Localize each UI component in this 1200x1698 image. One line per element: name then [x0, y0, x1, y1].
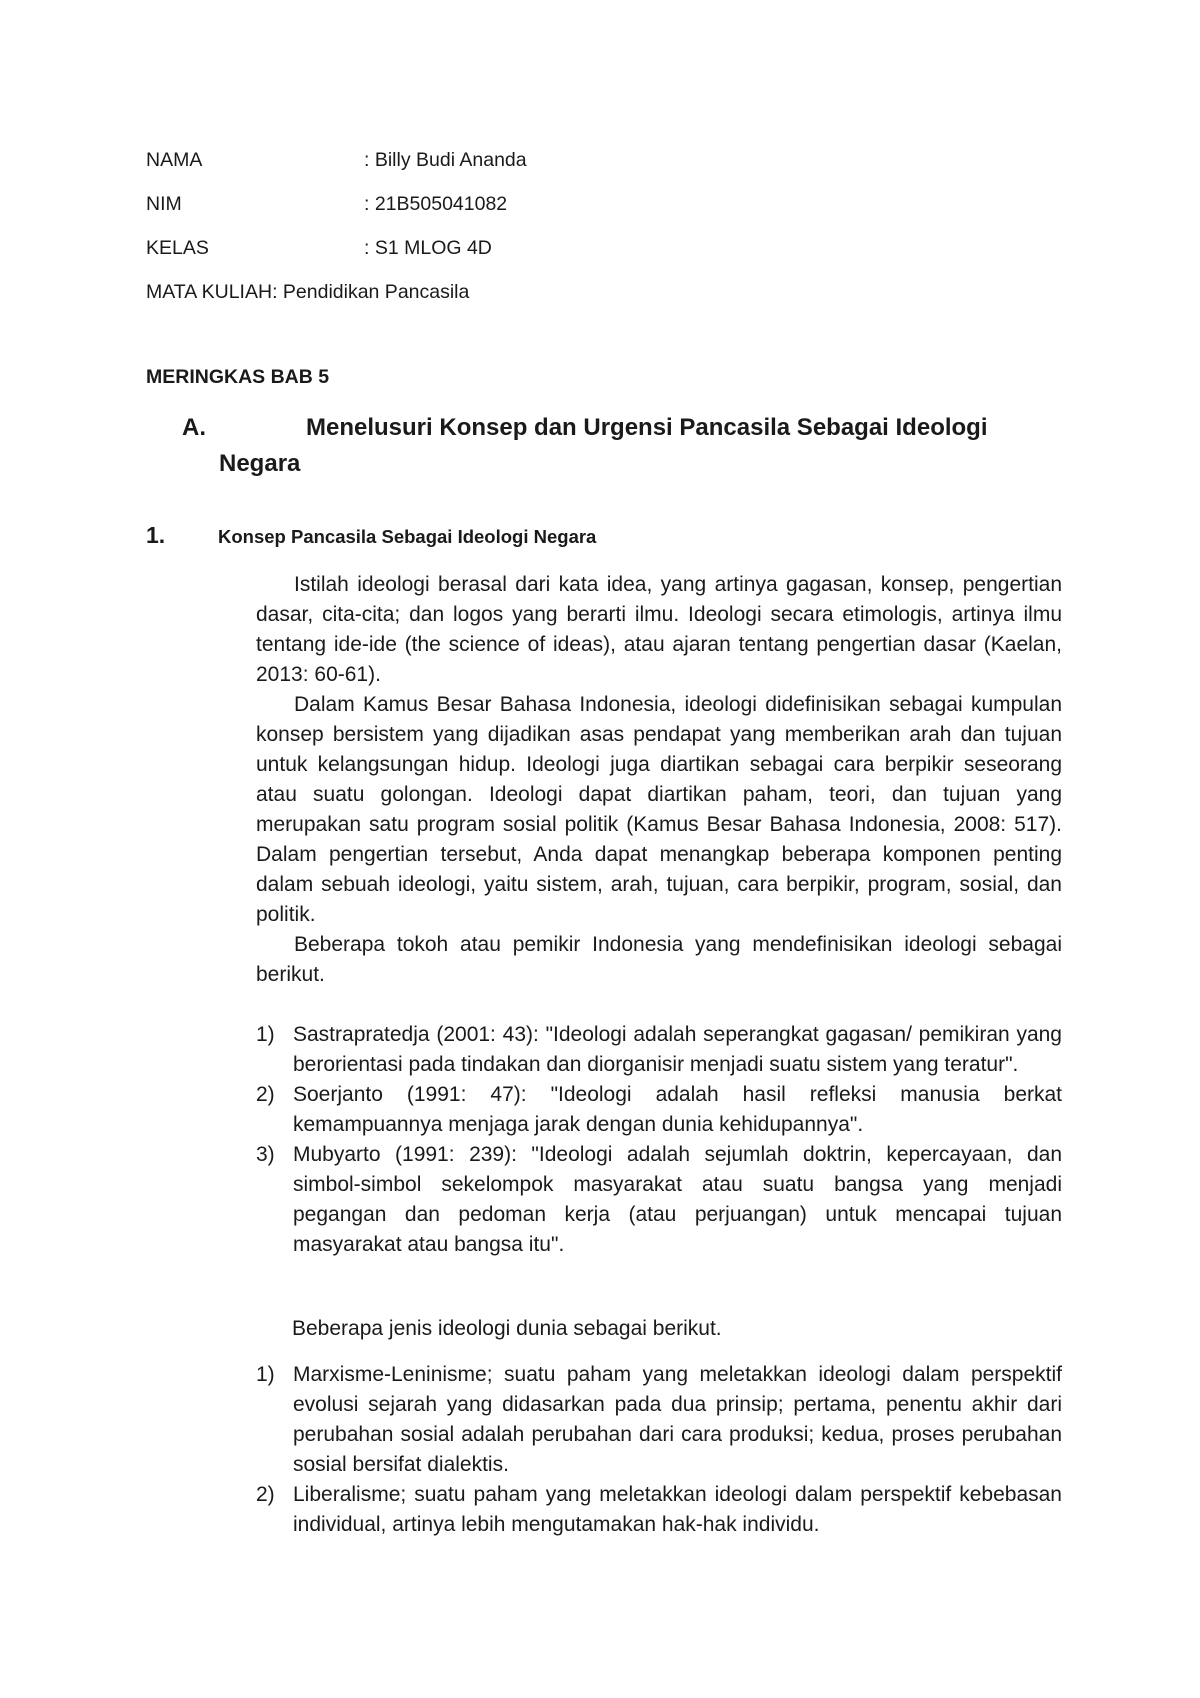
- meta-label: NIM: [146, 193, 182, 215]
- meta-row-kelas: [146, 236, 492, 260]
- section-letter: A.: [182, 414, 206, 441]
- list-item-text: Mubyarto (1991: 239): "Ideologi adalah sejumlah doktrin, kepercayaan, dan simbol-simbol sekelompok masyarakat atau suatu bangsa yang menjadi pegangan dan pedoman kerja (atau perjuangan) untuk mencapai tujuan masyarakat atau bangsa itu".: [293, 1143, 1062, 1256]
- list-item: [256, 1140, 1062, 1260]
- list-item: [256, 1020, 1062, 1080]
- meta-row-mata-kuliah: [146, 280, 469, 304]
- subsection-title: Konsep Pancasila Sebagai Ideologi Negara: [218, 526, 597, 547]
- list-marker: 1): [256, 1023, 275, 1046]
- list-item-text: Sastrapratedja (2001: 43): "Ideologi adalah seperangkat gagasan/ pemikiran yang berorientasi pada tindakan dan diorganisir menjadi suatu sistem yang teratur".: [293, 1023, 1062, 1076]
- section-title-line1: Menelusuri Konsep dan Urgensi Pancasila Sebagai Ideologi: [306, 414, 988, 441]
- meta-label: KELAS: [146, 237, 209, 259]
- list-marker: 1): [256, 1363, 275, 1386]
- section-title-line2: Negara: [219, 450, 301, 477]
- ideology-types-list: [256, 1360, 1062, 1540]
- meta-value: : Pendidikan Pancasila: [272, 281, 470, 303]
- definitions-list: [256, 1020, 1062, 1260]
- list-item: [256, 1360, 1062, 1480]
- list-marker: 3): [256, 1143, 275, 1166]
- list-marker: 2): [256, 1083, 275, 1106]
- meta-row-nama: [146, 148, 527, 172]
- meta-label: MATA KULIAH: [146, 281, 273, 303]
- ideology-types-intro: Beberapa jenis ideologi dunia sebagai berikut.: [292, 1317, 722, 1340]
- list-item-text: Soerjanto (1991: 47): "Ideologi adalah hasil refleksi manusia berkat kemampuannya menjaga jarak dengan dunia kehidupannya".: [293, 1083, 1062, 1136]
- list-item: [256, 1080, 1062, 1140]
- list-item-text: Marxisme-Leninisme; suatu paham yang meletakkan ideologi dalam perspektif evolusi sejarah yang didasarkan pada dua prinsip; pertama, penentu akhir dari perubahan sosial adalah perubahan dari cara produksi; kedua, proses perubahan sosial bersifat dialektis.: [293, 1363, 1062, 1476]
- meta-value: : Billy Budi Ananda: [364, 149, 527, 171]
- paragraph: Beberapa tokoh atau pemikir Indonesia yang mendefinisikan ideologi sebagai berikut.: [256, 933, 1062, 986]
- subsection-number: 1.: [146, 522, 166, 548]
- document-heading: MERINGKAS BAB 5: [146, 366, 330, 388]
- list-marker: 2): [256, 1483, 275, 1506]
- meta-row-nim: [146, 192, 507, 216]
- list-item: [256, 1480, 1062, 1540]
- body-text: [256, 570, 1062, 990]
- paragraph: Dalam Kamus Besar Bahasa Indonesia, ideologi didefinisikan sebagai kumpulan konsep bersistem yang dijadikan asas pendapat yang memberikan arah dan tujuan untuk kelangsungan hidup. Ideologi juga diartikan sebagai cara berpikir seseorang atau suatu golongan. Ideologi dapat diartikan paham, teori, dan tujuan yang merupakan satu program sosial politik (Kamus Besar Bahasa Indonesia, 2008: 517). Dalam pengertian tersebut, Anda dapat menangkap beberapa komponen penting dalam sebuah ideologi, yaitu sistem, arah, tujuan, cara berpikir, program, sosial, dan politik.: [256, 693, 1062, 926]
- paragraph: Istilah ideologi berasal dari kata idea, yang artinya gagasan, konsep, pengertian dasar, cita-cita; dan logos yang berarti ilmu. Ideologi secara etimologis, artinya ilmu tentang ide-ide (the science of ideas), atau ajaran tentang pengertian dasar (Kaelan, 2013: 60-61).: [256, 573, 1062, 686]
- meta-value: : 21B505041082: [364, 193, 508, 215]
- meta-label: NAMA: [146, 149, 203, 171]
- meta-value: : S1 MLOG 4D: [364, 237, 492, 259]
- list-item-text: Liberalisme; suatu paham yang meletakkan ideologi dalam perspektif kebebasan individual, artinya lebih mengutamakan hak-hak individu.: [293, 1483, 1062, 1536]
